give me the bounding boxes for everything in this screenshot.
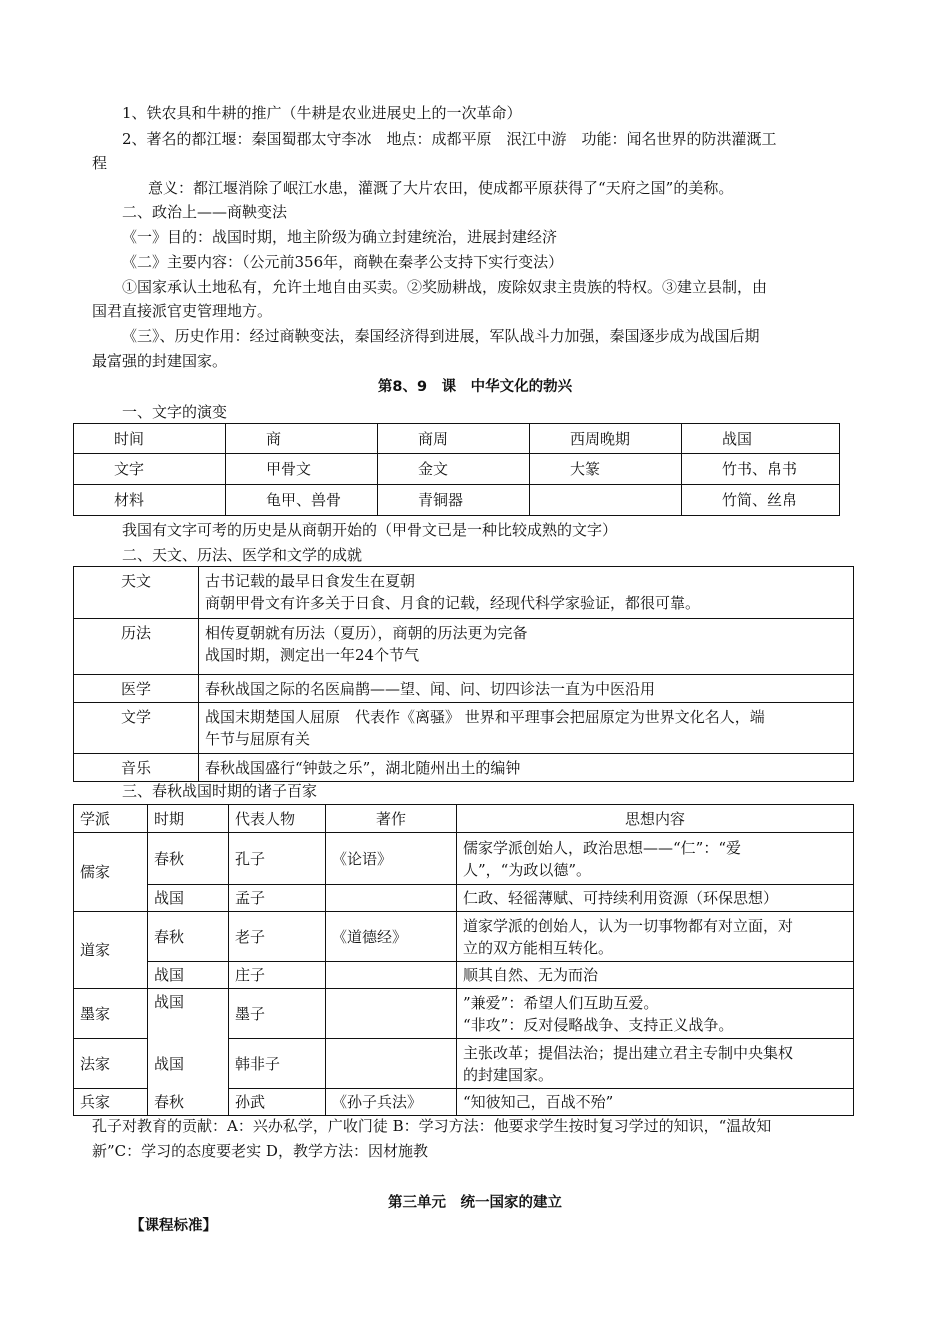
line: 春秋战国盛行“钟鼓之乐”，湖北随州出土的编钟 [205, 759, 521, 777]
work [326, 989, 457, 1039]
table-cell: 龟甲、兽骨 [226, 485, 378, 516]
achievement-key: 历法 [74, 619, 199, 675]
thought: 顺其自然、无为而治 [457, 962, 854, 989]
course-standard-heading: 【课程标准】 [130, 1218, 217, 1234]
achievement-content [199, 754, 854, 782]
text-line: 《三》、历史作用：经过商鞅变法，秦国经济得到进展，军队战斗力加强，秦国逐步成为战国后期 [122, 327, 760, 345]
achievement-key: 文学 [74, 703, 199, 754]
table-cell: 竹书、帛书 [682, 454, 840, 485]
thought [457, 989, 854, 1039]
line: 儒家学派创始人，政治思想——“仁”：“爱 [463, 838, 742, 857]
column-header: 代表人物 [229, 805, 326, 833]
section-heading: 一、文字的演变 [122, 403, 228, 421]
representative: 庄子 [229, 962, 326, 989]
column-header: 思想内容 [457, 805, 854, 833]
period: 战国 [148, 989, 229, 1039]
representative: 孙武 [229, 1089, 326, 1116]
line: 战国时期，测定出一年24个节气 [205, 646, 420, 664]
table-cell: 青铜器 [378, 485, 530, 516]
period: 战国 [148, 962, 229, 989]
table-cell: 竹简、丝帛 [682, 485, 840, 516]
work [326, 885, 457, 912]
table-cell: 甲骨文 [226, 454, 378, 485]
period: 战国 [148, 885, 229, 912]
achievement-content [199, 703, 854, 754]
school-name: 法家 [74, 1039, 148, 1089]
work: 《孙子兵法》 [326, 1089, 457, 1116]
line: 战国末期楚国人屈原 代表作《离骚》 世界和平理事会把屈原定为世界文化名人，端 [205, 708, 765, 726]
text-line: 《一》目的：战国时期，地主阶级为确立封建统治，进展封建经济 [122, 228, 558, 246]
school-name: 道家 [74, 912, 148, 989]
thought [457, 833, 854, 885]
writing-evolution-table [73, 423, 840, 516]
achievement-key: 医学 [74, 675, 199, 703]
work [326, 1039, 457, 1089]
line: 道家学派的创始人，认为一切事物都有对立面，对 [463, 916, 794, 935]
period: 战国 [148, 1039, 229, 1089]
text-line: 程 [92, 154, 108, 172]
text-line: 最富强的封建国家。 [92, 352, 228, 370]
school-name: 墨家 [74, 989, 148, 1039]
table-cell: 金文 [378, 454, 530, 485]
line: 商朝甲骨文有许多关于日食、月食的记载，经现代科学家验证，都很可靠。 [205, 594, 701, 612]
text-line: 意义：都江堰消除了岷江水患，灌溉了大片农田，使成都平原获得了“天府之国”的美称。 [148, 179, 734, 197]
table-cell: 时间 [74, 424, 226, 454]
text-line: 2、著名的都江堰：秦国蜀郡太守李冰 地点：成都平原 泯江中游 功能：闻名世界的防洪灌溉工 [122, 130, 777, 148]
text-line: 《二》主要内容：（公元前356年，商鞅在秦孝公支持下实行变法） [122, 253, 564, 271]
table-cell: 商 [226, 424, 378, 454]
thought [457, 912, 854, 962]
work: 《道德经》 [326, 912, 457, 962]
line: 立的双方能相互转化。 [463, 938, 614, 957]
table-cell [530, 485, 682, 516]
period: 春秋 [148, 833, 229, 885]
line: “非攻”：反对侵略战争、支持正义战争。 [463, 1015, 734, 1034]
section-heading: 二、天文、历法、医学和文学的成就 [122, 546, 363, 564]
line: 春秋战国之际的名医扁鹊——望、闻、问、切四诊法一直为中医沿用 [205, 680, 656, 698]
table-cell: 大篆 [530, 454, 682, 485]
school-name: 儒家 [74, 833, 148, 912]
achievement-content [199, 619, 854, 675]
thought [457, 1039, 854, 1089]
text-line: 新”C：学习的态度要老实 D，教学方法：因材施教 [92, 1142, 428, 1160]
column-header: 著作 [326, 805, 457, 833]
table-cell: 商周 [378, 424, 530, 454]
period: 春秋 [148, 912, 229, 962]
table-cell: 西周晚期 [530, 424, 682, 454]
school-name: 兵家 [74, 1089, 148, 1116]
column-header: 时期 [148, 805, 229, 833]
section-heading: 二、政治上——商鞅变法 [122, 203, 288, 221]
representative: 韩非子 [229, 1039, 326, 1089]
work [326, 962, 457, 989]
text-line: ①国家承认土地私有，允许土地自由买卖。②奖励耕战，废除奴隶主贵族的特权。③建立县制，由 [122, 278, 768, 296]
representative: 孟子 [229, 885, 326, 912]
table-cell: 材料 [74, 485, 226, 516]
line: 的封建国家。 [463, 1065, 554, 1084]
hundred-schools-table [73, 804, 854, 1116]
line: 相传夏朝就有历法（夏历），商朝的历法更为完备 [205, 624, 528, 642]
line: 古书记载的最早日食发生在夏朝 [205, 572, 416, 590]
text-line: 孔子对教育的贡献：A：兴办私学，广收门徒 B：学习方法：他要求学生按时复习学过的知识，“温故知 [92, 1117, 772, 1135]
representative: 墨子 [229, 989, 326, 1039]
table-cell: 文字 [74, 454, 226, 485]
column-header: 学派 [74, 805, 148, 833]
line: 人”，“为政以德”。 [463, 860, 592, 879]
achievement-key: 天文 [74, 567, 199, 619]
line: ”兼爱”：希望人们互助互爱。 [463, 993, 659, 1012]
achievement-content [199, 567, 854, 619]
achievements-table [73, 566, 854, 782]
table-cell: 战国 [682, 424, 840, 454]
work: 《论语》 [326, 833, 457, 885]
lesson-title: 第8、9 课 中华文化的勃兴 [377, 379, 573, 395]
unit-title: 第三单元 统一国家的建立 [388, 1195, 562, 1211]
text-line: 国君直接派官吏管理地方。 [92, 302, 273, 320]
achievement-content [199, 675, 854, 703]
period: 春秋 [148, 1089, 229, 1116]
thought: 仁政、轻徭薄赋、可持续利用资源（环保思想） [457, 885, 854, 912]
achievement-key: 音乐 [74, 754, 199, 782]
line: 午节与屈原有关 [205, 730, 311, 748]
representative: 老子 [229, 912, 326, 962]
thought: “知彼知己，百战不殆” [457, 1089, 854, 1116]
representative: 孔子 [229, 833, 326, 885]
section-heading: 三、春秋战国时期的诸子百家 [122, 782, 318, 800]
line: 主张改革；提倡法治；提出建立君主专制中央集权 [463, 1043, 794, 1062]
text-line: 我国有文字可考的历史是从商朝开始的（甲骨文已是一种比较成熟的文字） [122, 521, 618, 539]
text-line: 1、铁农具和牛耕的推广（牛耕是农业进展史上的一次革命） [122, 104, 522, 122]
